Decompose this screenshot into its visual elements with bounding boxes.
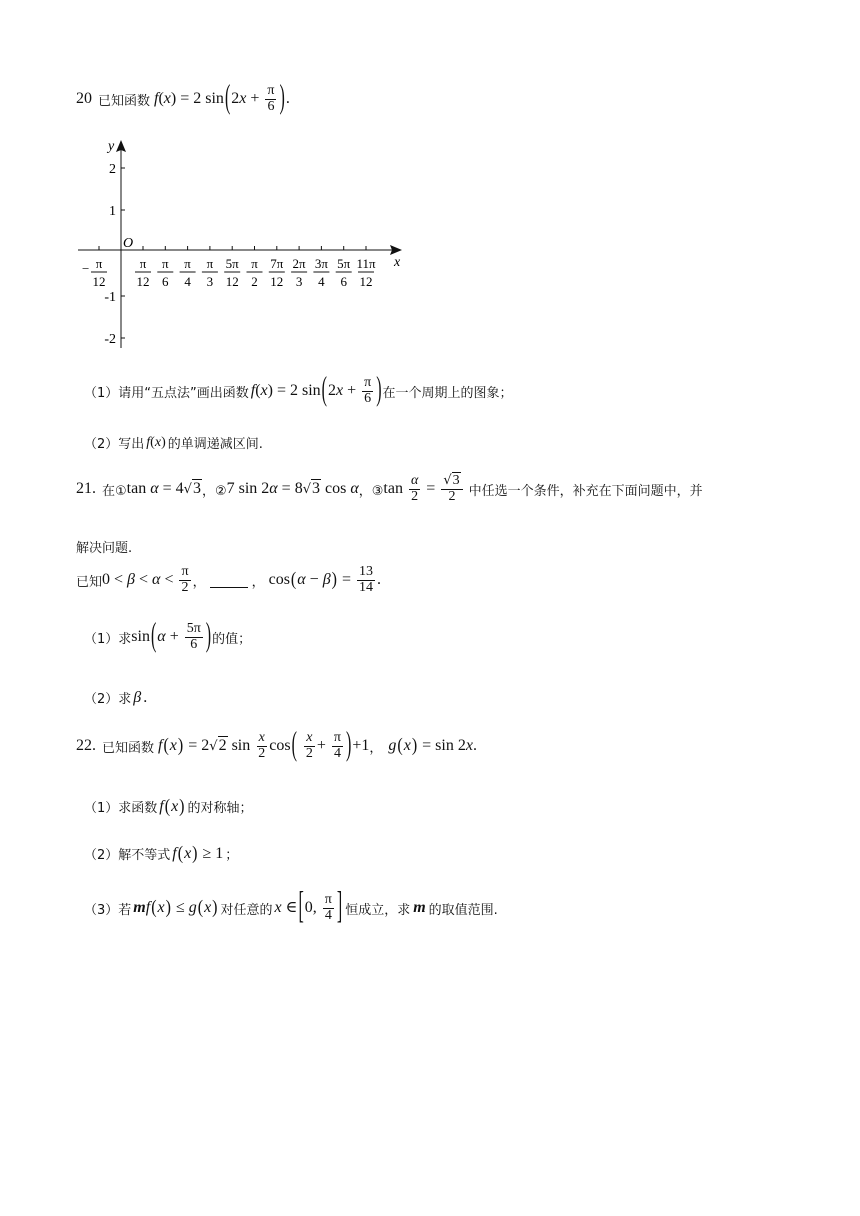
x-tick-3-numerator: π (184, 256, 191, 271)
x-tick-1-denominator: 12 (136, 274, 150, 289)
q22-f-def: f(x) = 2√2 sin $\frac{x}{2}$ cos( $\frac{x}{2}$ + $\frac{\pi}{4}$ )+1 (158, 726, 370, 763)
q22-part3-m: m (413, 899, 426, 917)
q21-part1-prefix: （1）求 (84, 631, 132, 647)
q22-part1-prefix: （1）求函数 (84, 801, 158, 816)
q21-part2-beta: β (133, 688, 142, 706)
x-tick-8-denominator: 3 (295, 274, 303, 289)
origin-label: O (123, 236, 134, 251)
q20-intro: 已知函数 (98, 93, 151, 109)
x-tick-neg-numerator: π (95, 256, 103, 271)
coordinate-graph (76, 138, 416, 353)
y-tick-label: 1 (109, 204, 116, 219)
x-tick-1-numerator: π (139, 256, 147, 271)
x-tick-4-denominator: 3 (206, 274, 214, 289)
q21-tail2: 解决问题. (76, 541, 133, 556)
q21-blank[interactable] (210, 573, 248, 588)
x-tick-4-numerator: π (206, 256, 214, 271)
q20-part1-function: f(x) = 2 sin(2x + $\frac{\pi}{6}$ ) (250, 371, 382, 408)
q21-number: 21. (76, 480, 96, 498)
q22-part1 (84, 797, 253, 816)
q21-part1 (84, 617, 252, 654)
x-tick-11-denominator: 12 (359, 274, 373, 289)
q20-part1-suffix: 在一个周期上的图象； (382, 385, 513, 401)
y-axis-label: y (108, 139, 115, 154)
x-tick-5-numerator: 5π (225, 256, 239, 271)
x-tick-9-numerator: 3π (314, 256, 328, 271)
x-tick-2-numerator: π (162, 256, 169, 271)
q20-part2-suffix: 的单调递减区间. (167, 437, 263, 452)
x-tick-6-numerator: π (251, 256, 258, 271)
q21-condition-2: 7 sin 2α = 8√3 cos α (226, 480, 359, 498)
y-tick-label: -2 (104, 332, 116, 347)
q22-line1 (76, 726, 477, 763)
x-axis-label: x (394, 255, 401, 270)
q21-given-ineq: 0 < β < α < $\frac{\pi}{2}$ (102, 564, 189, 595)
q20-part1-prefix: （1）请用“五点法”画出函数 (84, 385, 249, 401)
q21-part2-prefix: （2）求 (84, 692, 132, 707)
q22-part3-mid2: 恒成立，求 (345, 902, 411, 918)
q21-given-prefix: 已知 (76, 574, 103, 590)
q21-part2 (84, 688, 147, 707)
q21-given-cos: cos(α − β) = $\frac{13}{14}$ . (268, 564, 382, 595)
q22-part3-prefix: （3）若 (84, 902, 132, 918)
q22-part2-prefix: （2）解不等式 (84, 848, 171, 863)
q22-part3-ineq: mf(x) ≤ g(x) (133, 897, 218, 918)
x-tick-6-denominator: 2 (251, 274, 258, 289)
q21-intro: 在① (102, 483, 127, 499)
q20-part2 (84, 433, 263, 452)
x-tick-7-numerator: 7π (270, 256, 284, 271)
x-tick-7-denominator: 12 (270, 274, 284, 289)
q22-g-def: g(x) = sin 2x. (388, 735, 477, 756)
q20-part2-prefix: （2）写出 (84, 437, 145, 452)
q20-number: 20 (76, 90, 92, 108)
x-tick-10-denominator: 6 (340, 274, 347, 289)
q21-part1-suffix: 的值； (212, 631, 252, 647)
q22-part2-ineq: f(x) ≥ 1 (172, 842, 224, 864)
q22-part2 (84, 844, 238, 863)
q21-given-sep: ， (192, 574, 206, 590)
x-tick-9-denominator: 4 (318, 274, 325, 289)
x-tick-5-denominator: 12 (225, 274, 239, 289)
q21-given-sep2: ， (251, 574, 265, 590)
y-tick-label: 2 (109, 162, 116, 177)
x-tick-minus-sign: − (82, 261, 90, 276)
q22-sep: ， (369, 740, 383, 756)
x-tick-8-numerator: 2π (292, 256, 306, 271)
q21-tail: 中任选一个条件，补充在下面问题中，并 (468, 483, 703, 499)
q20-part2-function: f(x) (146, 434, 166, 450)
q22-part3-suffix: 的取值范围. (428, 902, 498, 918)
q22-part2-suffix: ； (225, 848, 239, 863)
q21-sep2: ，② (201, 483, 227, 499)
q22-number: 22. (76, 737, 96, 755)
x-tick-10-numerator: 5π (337, 256, 351, 271)
q21-part2-suffix: . (143, 688, 148, 706)
x-tick-11-numerator: 11π (356, 256, 376, 271)
q21-given (76, 565, 381, 595)
q21-condition-1: tan α = 4√3 (126, 480, 201, 498)
q21-condition-3: tan $\frac{\alpha}{2}$ = $\frac{√3}{2}$ (383, 474, 464, 504)
q22-part1-f: f(x) (159, 795, 185, 817)
x-tick-3-denominator: 4 (184, 274, 191, 289)
q22-part3-mid: 对任意的 (220, 902, 273, 918)
q20-part1 (84, 371, 513, 408)
q22-part3-domain: x ∈[0, $\frac{\pi}{4}$ ] (274, 886, 343, 928)
q21-part1-expr: sin(α + $\frac{5\pi}{6}$ ) (131, 617, 212, 654)
q20-function: f(x) = 2 sin(2x + $\frac{\pi}{6}$ ). (154, 79, 290, 116)
q22-part3 (84, 886, 498, 928)
q20-header (76, 79, 290, 116)
q22-intro: 已知函数 (102, 740, 155, 756)
q21-line1 (76, 474, 703, 504)
q21-sep3: ，③ (358, 483, 384, 499)
x-tick-neg-denominator: 12 (92, 274, 106, 289)
x-tick-2-denominator: 6 (162, 274, 169, 289)
q22-part1-suffix: 的对称轴； (187, 801, 253, 816)
y-tick-label: -1 (104, 290, 116, 305)
